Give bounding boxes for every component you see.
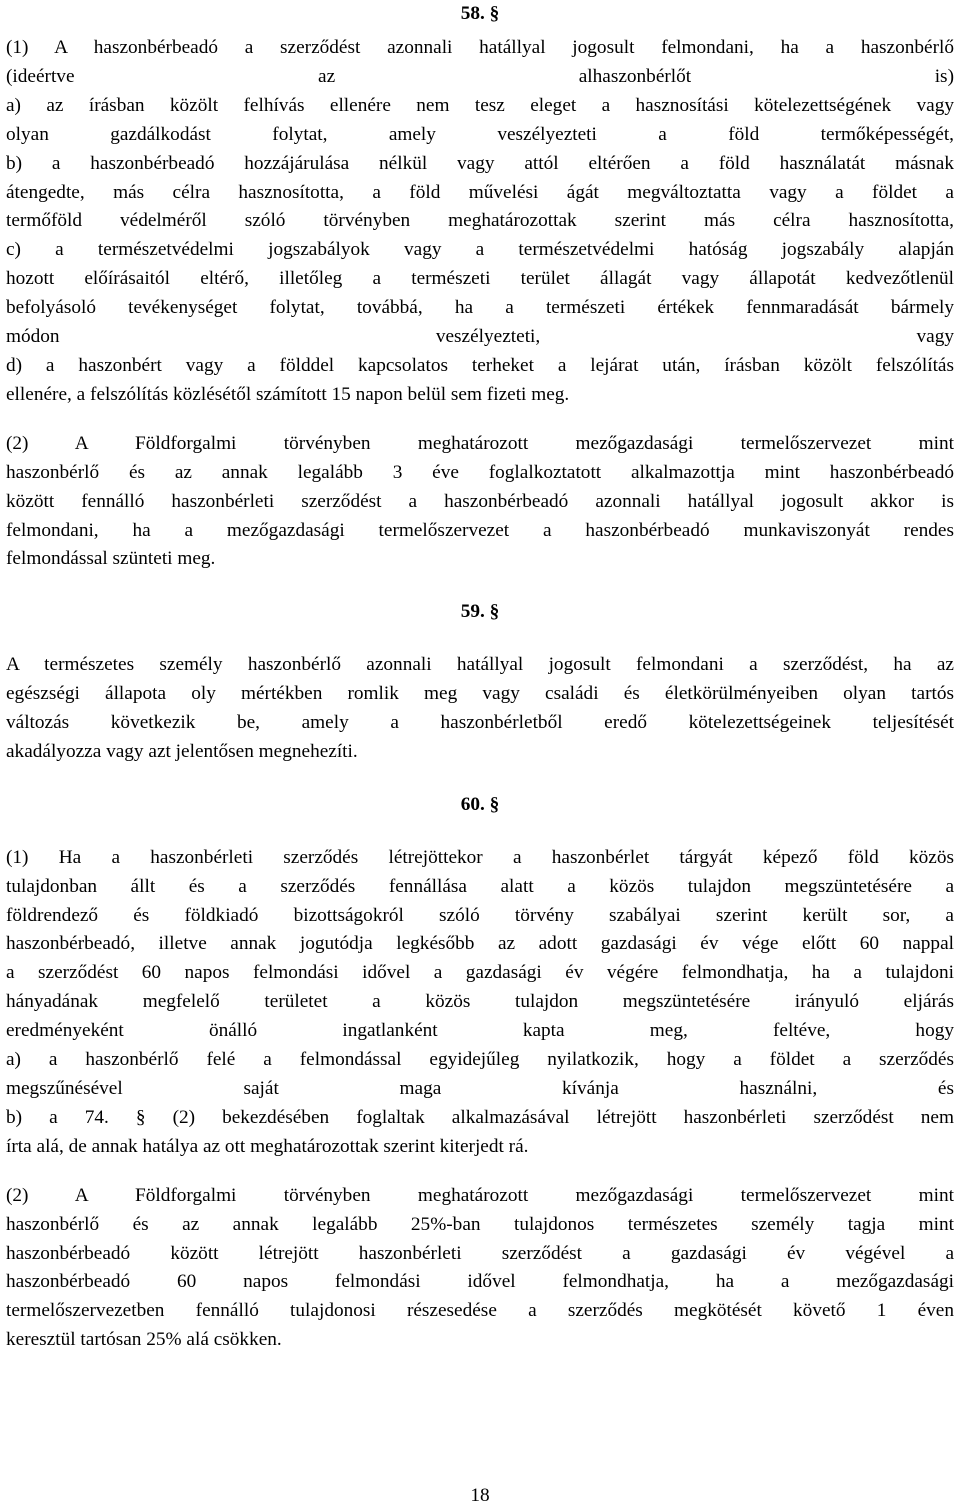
paragraph: [6, 430, 954, 575]
text-line: írta alá, de annak hatálya az ott meghatározottak szerint kiterjedt rá.: [6, 1135, 529, 1157]
section-60: [6, 791, 954, 1355]
text-line: a) a haszonbérlő felé a felmondással egyidejűleg nyilatkozik, hogy a földet a szerződés: [6, 1049, 954, 1071]
section-heading: 58. §: [460, 3, 500, 24]
text-line: tulajdonban állt és a szerződés fennállása alatt a közös tulajdon megszüntetésére a: [6, 875, 954, 897]
section-heading: 60. §: [460, 793, 500, 815]
text-line: a) az írásban közölt felhívás ellenére nem tesz eleget a hasznosítási kötelezettségének vagy: [6, 94, 954, 116]
text-line: között fennálló haszonbérleti szerződést a haszonbérbeadó azonnali hatállyal jogosult akkor is: [6, 490, 954, 512]
paragraph: [6, 1182, 954, 1355]
text-line: b) a haszonbérbeadó hozzájárulása nélkül vagy attól eltérően a föld használatát másnak: [6, 152, 954, 174]
text-line: (ideértve az alhaszonbérlőt is): [6, 65, 954, 87]
text-line: ellenére, a felszólítás közlésétől számított 15 napon belül sem fizeti meg.: [6, 383, 570, 405]
text-line: módon veszélyezteti, vagy: [6, 326, 954, 348]
text-line: (2) A Földforgalmi törvényben meghatározott mezőgazdasági termelőszervezet mint: [6, 432, 954, 454]
text-line: a szerződést 60 napos felmondási idővel a gazdasági év végére felmondhatja, ha a tulajdoni: [6, 962, 954, 984]
text-line: eredményeként önálló ingatlanként kapta meg, feltéve, hogy: [6, 1020, 954, 1042]
text-line: hányadának megfelelő területet a közös tulajdon megszüntetésére irányuló eljárás: [6, 991, 954, 1013]
text-line: felmondani, ha a mezőgazdasági termelőszervezet a haszonbérbeadó munkaviszonyát rendes: [6, 519, 954, 541]
text-line: akadályozza vagy azt jelentősen megnehezíti.: [6, 740, 358, 762]
text-line: termőföld védelméről szóló törvényben meghatározottak szerint más célra hasznosította,: [6, 210, 954, 232]
text-line: felmondással szünteti meg.: [6, 548, 216, 570]
text-line: egészségi állapota oly mértékben romlik meg vagy családi és életkörülményeiben olyan tartós: [6, 683, 954, 705]
text-line: (1) A haszonbérbeadó a szerződést azonnali hatállyal jogosult felmondani, ha a haszonbérlő: [6, 37, 954, 58]
text-line: d) a haszonbért vagy a földdel kapcsolatos terheket a lejárat után, írásban közölt felszólítás: [6, 354, 954, 376]
text-line: haszonbérlő és az annak legalább 3 éve foglalkoztatott alkalmazottja mint haszonbérbeadó: [6, 461, 954, 483]
paragraph: [6, 844, 954, 1162]
text-line: b) a 74. § (2) bekezdésében foglaltak alkalmazásával létrejött haszonbérleti szerződést nem: [6, 1106, 954, 1128]
document-page: [6, 0, 954, 1355]
text-line: változás következik be, amely a haszonbérletből eredő kötelezettségeinek teljesítését: [6, 712, 954, 734]
text-line: (2) A Földforgalmi törvényben meghatározott mezőgazdasági termelőszervezet mint: [6, 1184, 954, 1206]
text-line: befolyásoló tevékenységet folytat, továbbá, ha a természeti értékek fennmaradását bármely: [6, 297, 954, 319]
text-line: megszűnésével saját maga kívánja használni, és: [6, 1078, 954, 1099]
text-line: keresztül tartósan 25% alá csökken.: [6, 1329, 282, 1351]
text-line: átengedte, más célra hasznosította, a föld művelési ágát megváltoztatta vagy a földet a: [6, 181, 954, 203]
text-line: földrendező és földkiadó bizottságokról szóló törvény szabályai szerint került sor, a: [6, 904, 954, 926]
text-line: c) a természetvédelmi jogszabályok vagy a természetvédelmi hatóság jogszabály alapján: [6, 239, 954, 261]
text-line: olyan gazdálkodást folytat, amely veszélyezteti a föld termőképességét,: [6, 123, 954, 145]
text-line: haszonbérbeadó között létrejött haszonbérleti szerződést a gazdasági év végével a: [6, 1242, 954, 1264]
text-line: haszonbérbeadó 60 napos felmondási idővel felmondhatja, ha a mezőgazdasági: [6, 1271, 954, 1293]
paragraph: [6, 651, 954, 767]
page-number: 18: [470, 1485, 490, 1506]
section-heading: 59. §: [460, 601, 500, 623]
text-line: hozott előírásaitól eltérő, illetőleg a természeti terület állagát vagy állapotát kedvezőtlenül: [6, 268, 954, 290]
text-line: haszonbérlő és az annak legalább 25%-ban tulajdonos természetes személy tagja mint: [6, 1213, 954, 1235]
text-line: (1) Ha a haszonbérleti szerződés létrejöttekor a haszonbérlet tárgyát képező föld közös: [6, 846, 954, 868]
text-line: A természetes személy haszonbérlő azonnali hatállyal jogosult felmondani a szerződést, ha az: [6, 654, 954, 676]
section-58: [6, 0, 954, 574]
paragraph: [6, 34, 954, 410]
text-line: termelőszervezetben fennálló tulajdonosi részesedése a szerződés megkötését követő 1 éven: [6, 1300, 954, 1322]
section-59: [6, 598, 954, 767]
text-line: haszonbérbeadó, illetve annak jogutódja legkésőbb az adott gazdasági év vége előtt 60 nappal: [6, 933, 954, 955]
